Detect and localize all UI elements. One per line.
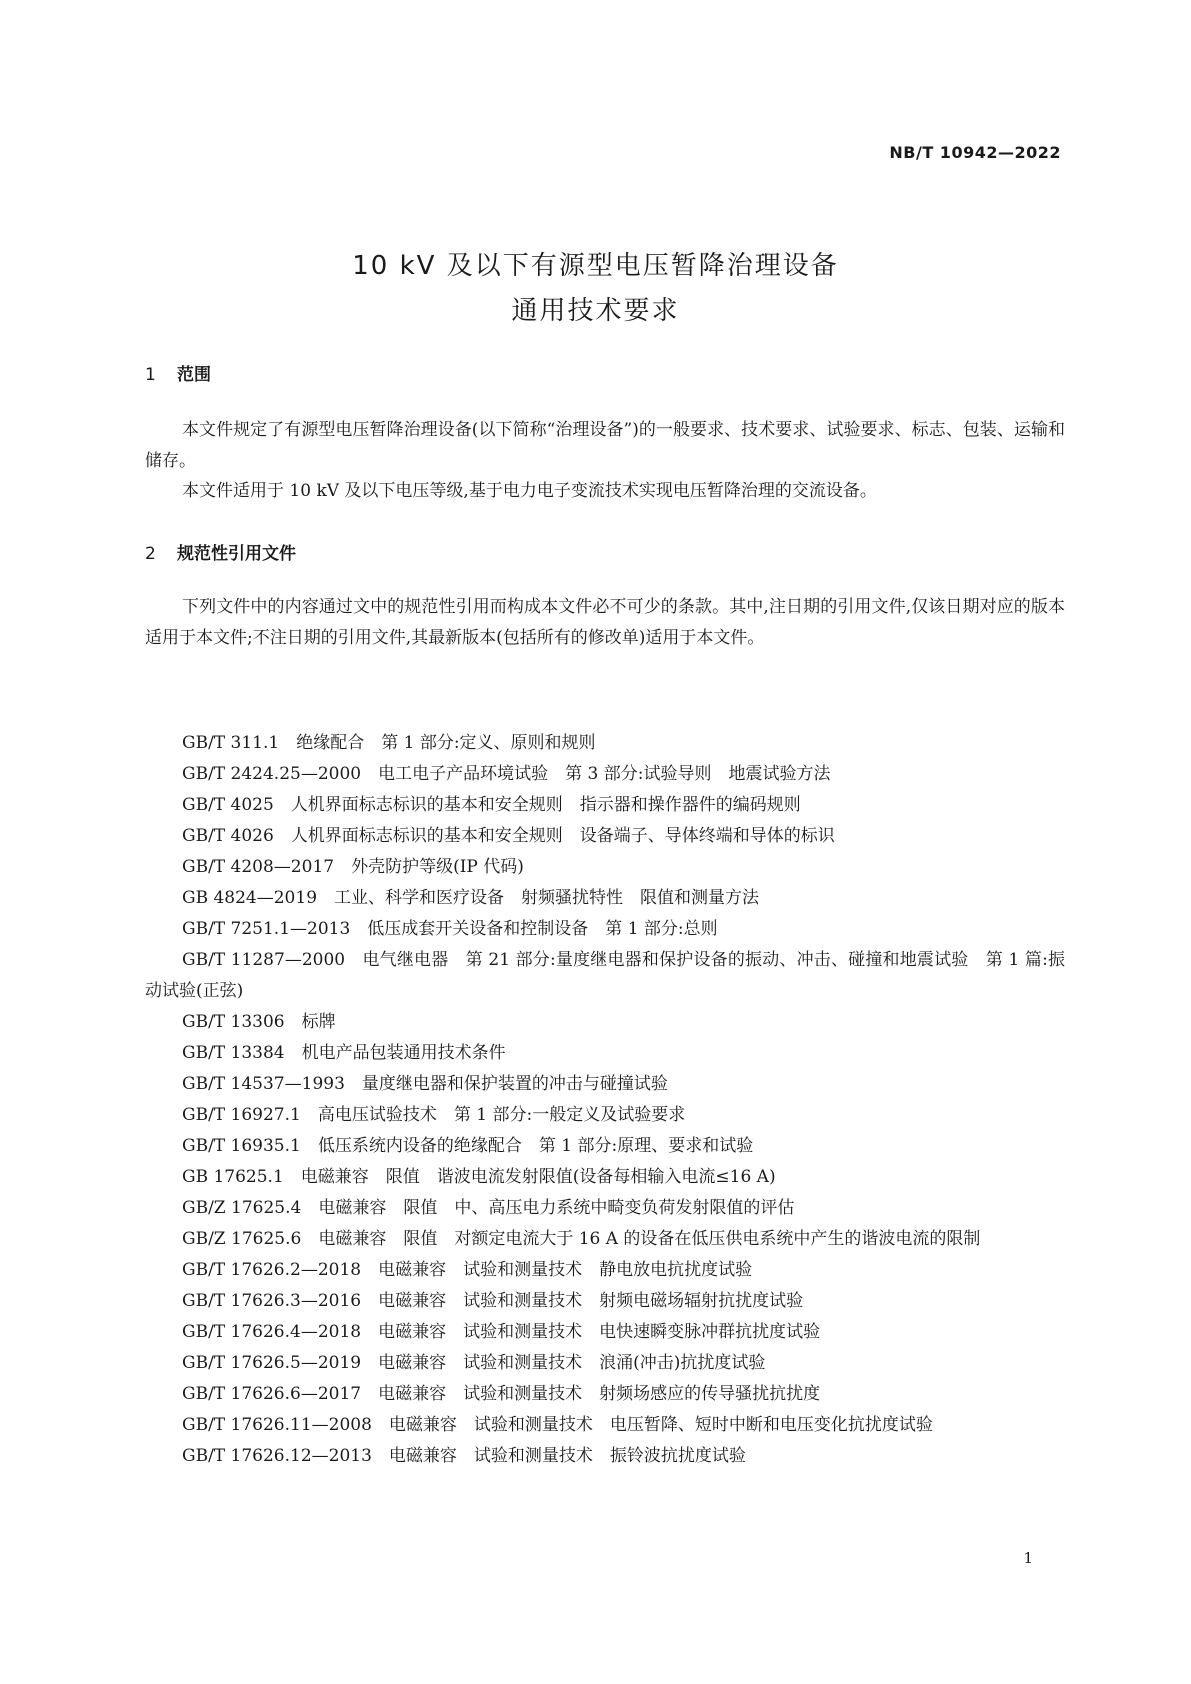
document-title-line2: 通用技术要求 (511, 296, 680, 326)
reference-item: GB 4824—2019 工业、科学和医疗设备 射频骚扰特性 限值和测量方法 (182, 888, 760, 908)
reference-item: GB/Z 17625.6 电磁兼容 限值 对额定电流大于 16 A 的设备在低压供电系统中产生的谐波电流的限制 (182, 1229, 981, 1249)
reference-item: GB/T 13306 标牌 (182, 1012, 336, 1032)
scope-paragraph-2: 本文件适用于 10 kV 及以下电压等级,基于电力电子变流技术实现电压暂降治理的交流设备。 (182, 481, 877, 501)
reference-item: GB/T 4208—2017 外壳防护等级(IP 代码) (182, 857, 524, 877)
reference-item: GB/T 17626.6—2017 电磁兼容 试验和测量技术 射频场感应的传导骚扰抗扰度 (182, 1384, 821, 1404)
references-intro-paragraph: 下列文件中的内容通过文中的规范性引用而构成本文件必不可少的条款。其中,注日期的引用文件,仅该日期对应的版本适用于本文件;不注日期的引用文件,其最新版本(包括所有的修改单)适用于本文件。 (145, 597, 1065, 648)
reference-item: GB/T 311.1 绝缘配合 第 1 部分:定义、原则和规则 (182, 733, 596, 753)
reference-item: GB/T 17626.2—2018 电磁兼容 试验和测量技术 静电放电抗扰度试验 (182, 1260, 753, 1280)
reference-item: GB/T 16927.1 高电压试验技术 第 1 部分:一般定义及试验要求 (182, 1105, 686, 1125)
reference-item: GB/T 17626.3—2016 电磁兼容 试验和测量技术 射频电磁场辐射抗扰度试验 (182, 1291, 804, 1311)
page-number: 1 (1023, 1549, 1033, 1567)
reference-item: GB/T 11287—2000 电气继电器 第 21 部分:量度继电器和保护设备的振动、冲击、碰撞和地震试验 第 1 篇:振动试验(正弦) (145, 950, 1065, 1001)
reference-item: GB/T 2424.25—2000 电工电子产品环境试验 第 3 部分:试验导则 地震试验方法 (182, 764, 831, 784)
reference-list (145, 728, 1065, 1472)
reference-item: GB 17625.1 电磁兼容 限值 谐波电流发射限值(设备每相输入电流≤16 A) (182, 1167, 776, 1187)
reference-item: GB/T 14537—1993 量度继电器和保护装置的冲击与碰撞试验 (182, 1074, 668, 1094)
section-heading-normative-references (145, 539, 296, 564)
reference-item: GB/T 4025 人机界面标志标识的基本和安全规则 指示器和操作器件的编码规则 (182, 795, 801, 815)
reference-item: GB/T 17626.11—2008 电磁兼容 试验和测量技术 电压暂降、短时中断和电压变化抗扰度试验 (182, 1415, 933, 1435)
reference-item: GB/T 17626.4—2018 电磁兼容 试验和测量技术 电快速瞬变脉冲群抗扰度试验 (182, 1322, 821, 1342)
scope-paragraph-1: 本文件规定了有源型电压暂降治理设备(以下简称“治理设备”)的一般要求、技术要求、试验要求、标志、包装、运输和储存。 (145, 420, 1065, 471)
reference-item: GB/T 17626.5—2019 电磁兼容 试验和测量技术 浪涌(冲击)抗扰度试验 (182, 1353, 766, 1373)
reference-item: GB/Z 17625.4 电磁兼容 限值 中、高压电力系统中畸变负荷发射限值的评估 (182, 1198, 795, 1218)
document-title-line1: 10 kV 及以下有源型电压暂降治理设备 (352, 251, 839, 281)
section-title: 范围 (177, 365, 211, 385)
reference-item: GB/T 7251.1—2013 低压成套开关设备和控制设备 第 1 部分:总则 (182, 919, 718, 939)
section-number: 1 (145, 365, 156, 385)
reference-item: GB/T 16935.1 低压系统内设备的绝缘配合 第 1 部分:原理、要求和试验 (182, 1136, 754, 1156)
reference-item: GB/T 13384 机电产品包装通用技术条件 (182, 1043, 506, 1063)
section-number: 2 (145, 544, 156, 564)
reference-item: GB/T 17626.12—2013 电磁兼容 试验和测量技术 振铃波抗扰度试验 (182, 1446, 746, 1466)
section-heading-scope (145, 360, 211, 385)
standard-code: NB/T 10942—2022 (889, 143, 1061, 162)
section-title: 规范性引用文件 (177, 544, 296, 564)
reference-item: GB/T 4026 人机界面标志标识的基本和安全规则 设备端子、导体终端和导体的标识 (182, 826, 835, 846)
